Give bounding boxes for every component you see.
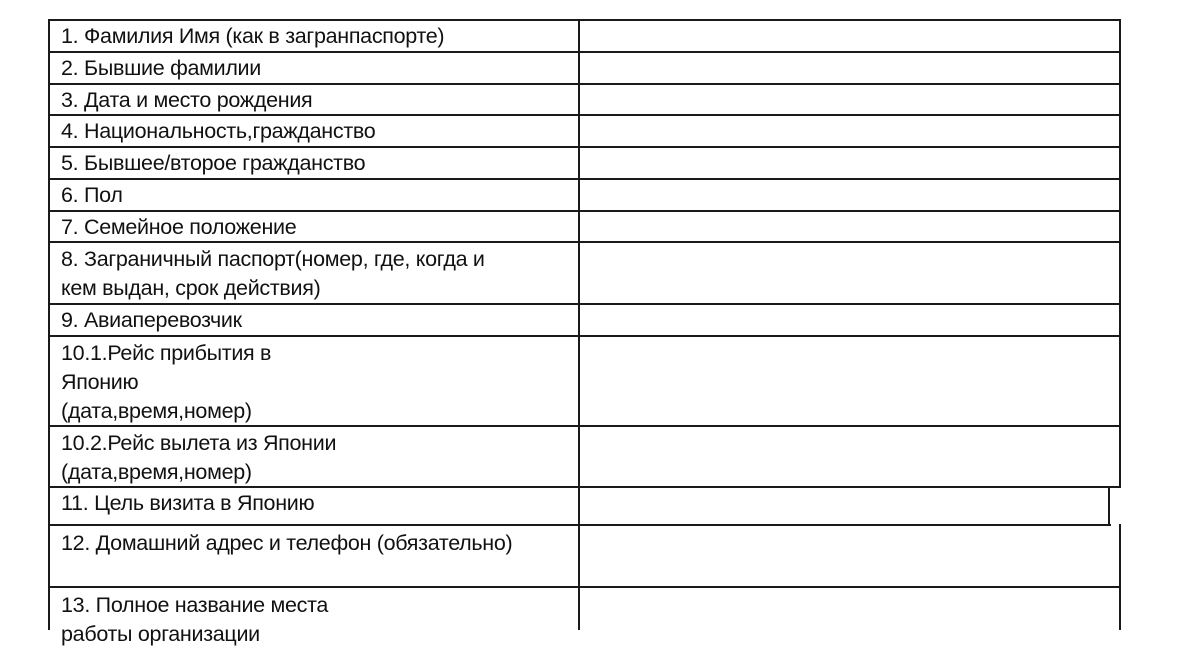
field-value-birth-date-place[interactable] <box>581 85 1118 114</box>
field-value-airline[interactable] <box>581 305 1118 335</box>
field-label-airline: 9. Авиаперевозчик <box>61 308 242 332</box>
table-right-border <box>1119 524 1121 630</box>
field-label-sex: 6. Пол <box>61 183 123 207</box>
field-value-sex[interactable] <box>581 180 1118 210</box>
field-label-visit-purpose: 11. Цель визита в Японию <box>61 491 315 515</box>
table-right-border <box>1108 486 1110 526</box>
field-value-departure-flight[interactable] <box>581 427 1118 486</box>
field-label-passport: 8. Заграничный паспорт(номер, где, когда и кем выдан, срок действия) <box>61 247 485 300</box>
field-value-workplace[interactable] <box>581 588 1118 630</box>
field-label-birth-date-place: 3. Дата и место рождения <box>61 88 313 112</box>
field-value-former-surnames[interactable] <box>581 53 1118 83</box>
field-value-full-name[interactable] <box>581 21 1118 51</box>
field-value-home-address-phone[interactable] <box>581 526 1118 586</box>
column-divider <box>578 19 580 630</box>
field-label-full-name: 1. Фамилия Имя (как в загранпаспорте) <box>61 24 445 48</box>
table-left-border <box>48 19 50 630</box>
table-right-border <box>1119 19 1121 487</box>
field-value-visit-purpose[interactable] <box>581 488 1107 524</box>
field-label-nationality: 4. Национальность,гражданство <box>61 119 376 143</box>
field-label-former-surnames: 2. Бывшие фамилии <box>61 56 261 80</box>
field-value-nationality[interactable] <box>581 116 1118 146</box>
field-value-former-citizenship[interactable] <box>581 148 1118 178</box>
field-label-marital-status: 7. Семейное положение <box>61 215 297 239</box>
field-label-home-address-phone: 12. Домашний адрес и телефон (обязательно) <box>61 531 513 555</box>
field-value-arrival-flight[interactable] <box>581 337 1118 425</box>
field-value-marital-status[interactable] <box>581 212 1118 241</box>
field-label-workplace: 13. Полное название места работы организации <box>61 593 329 646</box>
field-label-departure-flight: 10.2.Рейс вылета из Японии (дата,время,номер) <box>61 431 337 484</box>
field-label-former-citizenship: 5. Бывшее/второе гражданство <box>61 151 366 175</box>
field-label-arrival-flight: 10.1.Рейс прибытия в Японию (дата,время,номер) <box>61 341 272 423</box>
field-value-passport[interactable] <box>581 243 1118 303</box>
